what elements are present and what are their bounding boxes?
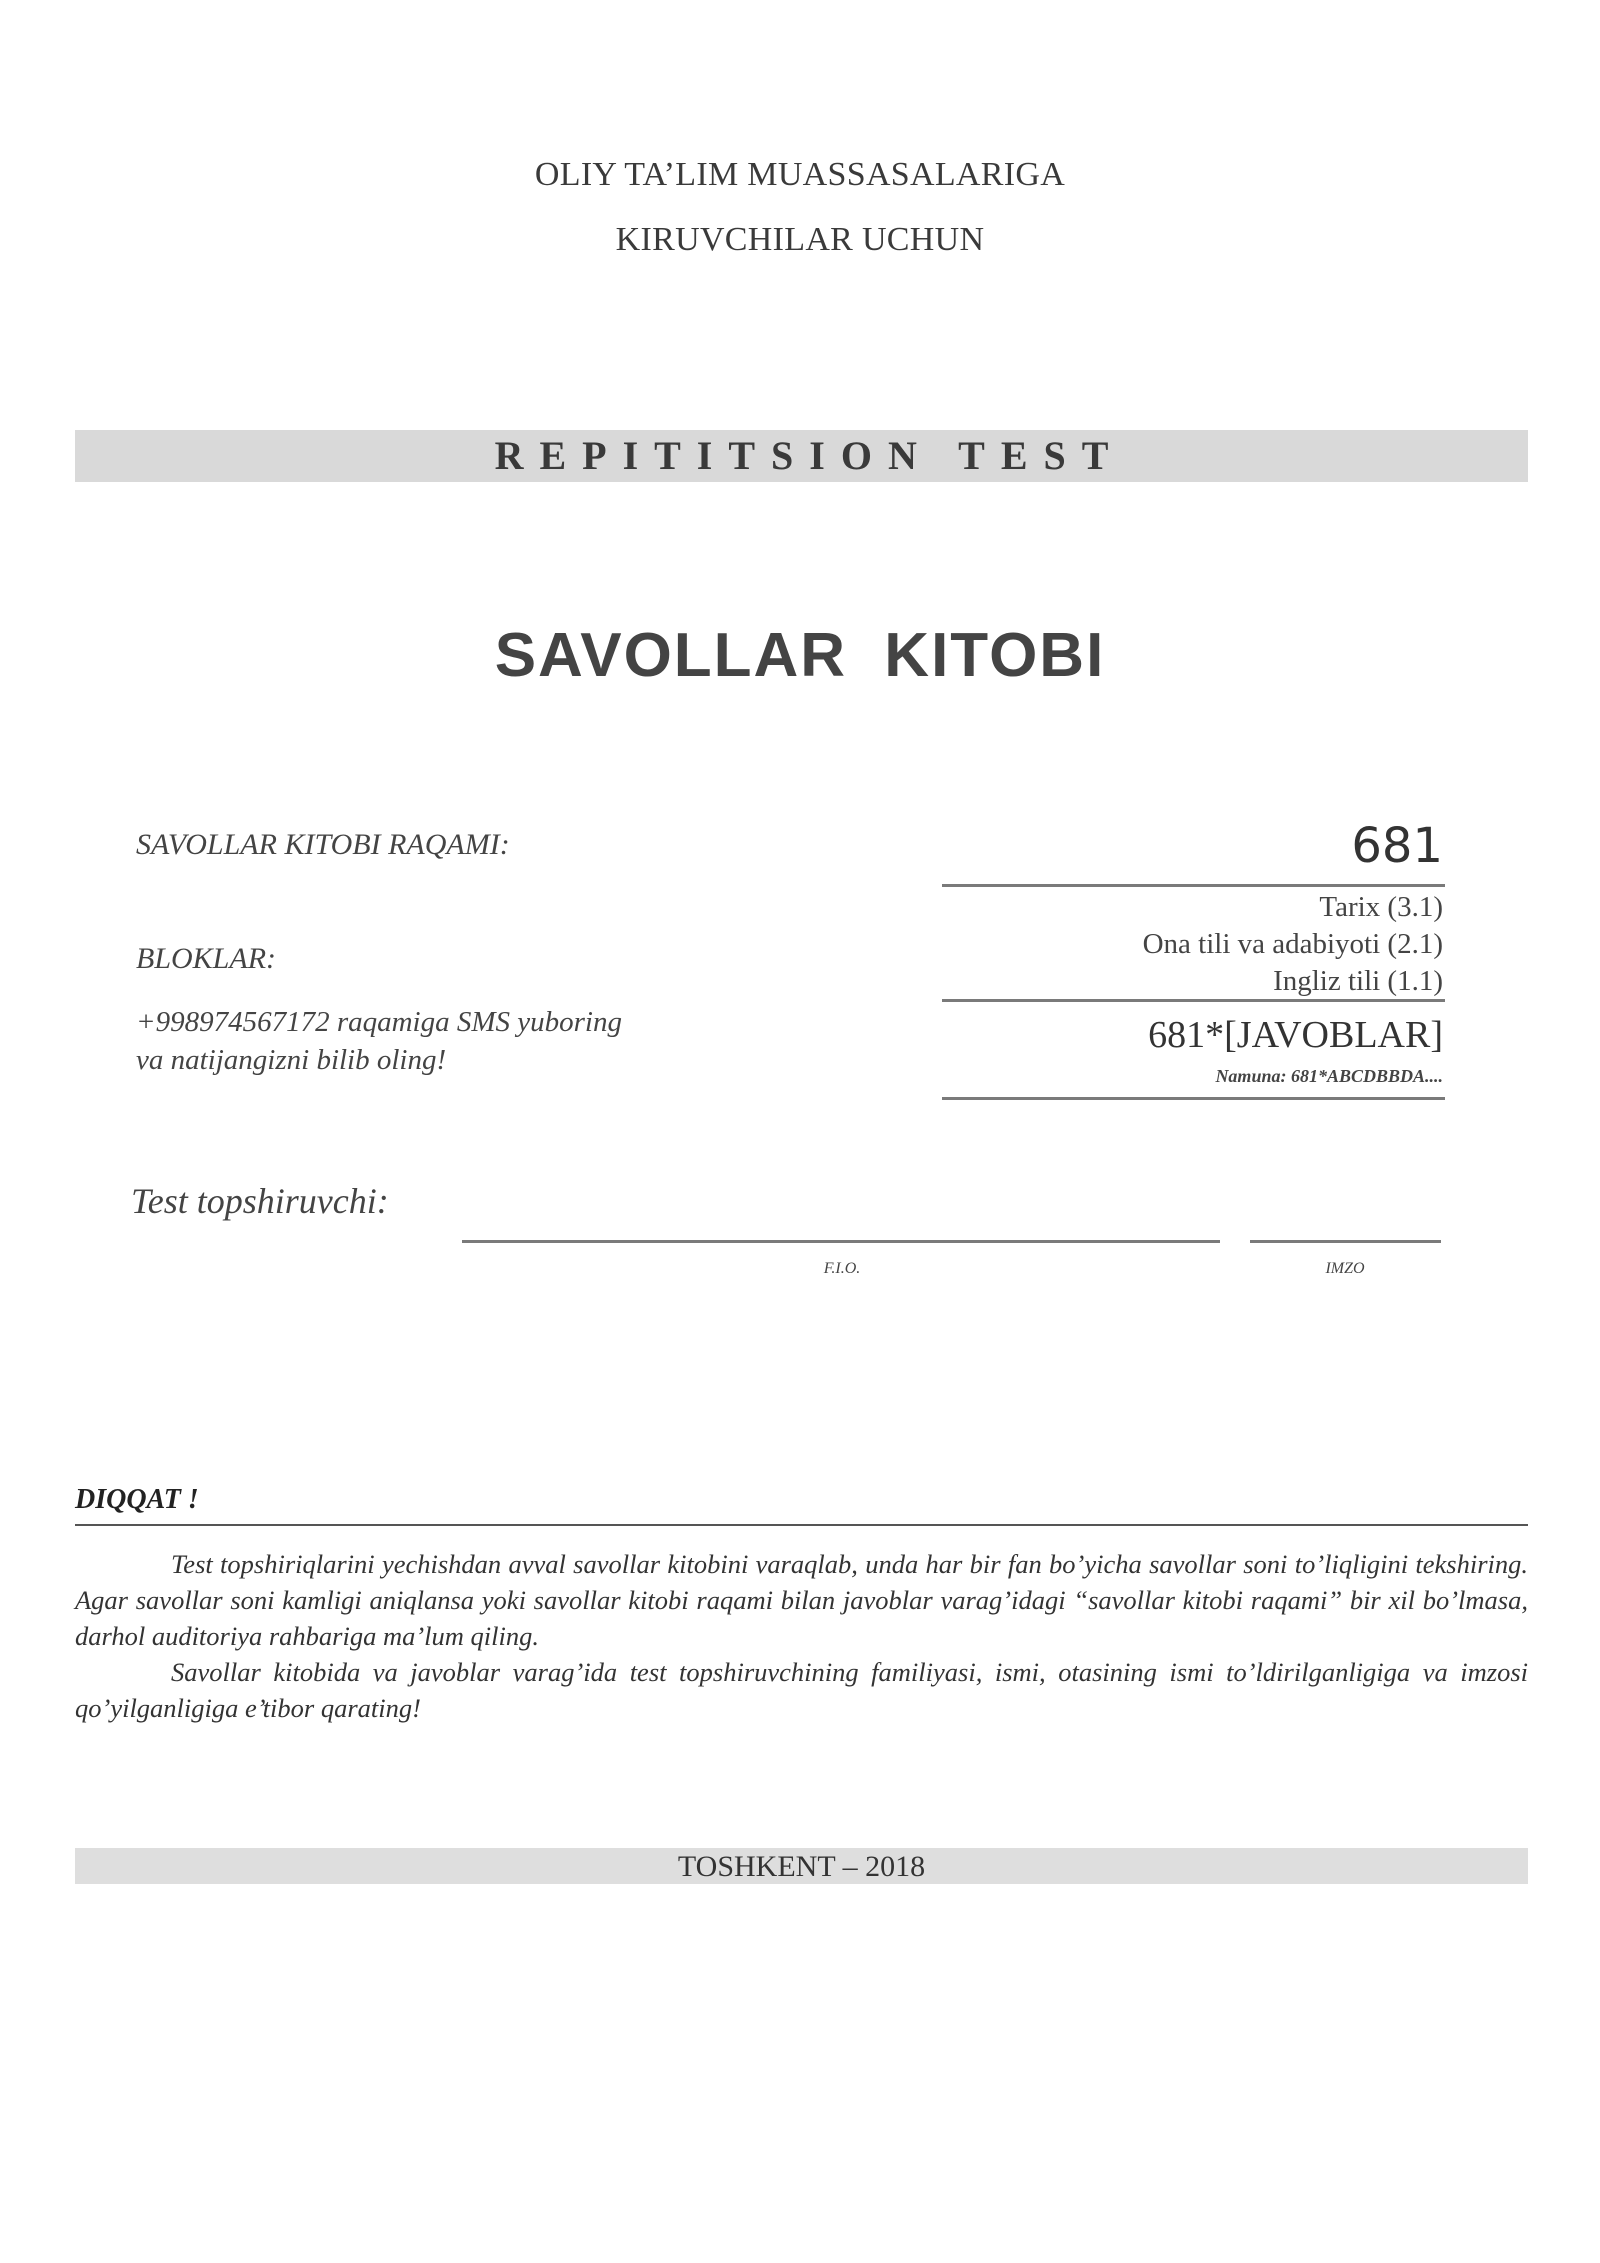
block-item: Ona tili va adabiyoti (2.1) bbox=[1142, 928, 1443, 960]
notice-paragraph: Test topshiriqlarini yechishdan avval savollar kitobini varaqlab, unda har bir fan bo’yicha savollar soni to’liqligini tekshiring. Agar savollar soni kamligi aniqlansa yoki savollar kitobi raqami bilan javoblar varag’idagi “savollar kitobi raqami” bir xil bo’lmasa, darhol auditoriya rahbariga ma’lum qiling. bbox=[75, 1549, 1528, 1651]
sms-sample: Namuna: 681*ABCDBBDA.... bbox=[1215, 1066, 1443, 1086]
fio-line bbox=[462, 1240, 1220, 1243]
sms-instruction-line-2: va natijangizni bilib oling! bbox=[136, 1044, 447, 1076]
block-item: Ingliz tili (1.1) bbox=[1273, 965, 1443, 997]
booklet-number-label: SAVOLLAR KITOBI RAQAMI: bbox=[136, 828, 510, 861]
footer-band bbox=[75, 1848, 1528, 1884]
notice-paragraph: Savollar kitobida va javoblar varag’ida test topshiruvchining familiyasi, ismi, otasining ismi to’ldirilganligiga va imzosi qo’yilganligiga e’tibor qarating! bbox=[75, 1657, 1528, 1723]
sms-instruction bbox=[136, 1003, 622, 1079]
page-title: SAVOLLAR KITOBI bbox=[494, 621, 1106, 690]
sms-code: 681*[JAVOBLAR] bbox=[1148, 1014, 1443, 1056]
fio-caption: F.I.O. bbox=[823, 1260, 861, 1277]
booklet-number-rule bbox=[942, 884, 1445, 887]
notice-rule bbox=[75, 1524, 1528, 1526]
blocks-list bbox=[1143, 889, 1443, 1000]
booklet-number-value: 681 bbox=[1351, 818, 1443, 874]
blocks-label: BLOKLAR: bbox=[136, 942, 277, 975]
sms-rule bbox=[942, 1097, 1445, 1100]
imzo-line bbox=[1250, 1240, 1441, 1243]
block-item: Tarix (3.1) bbox=[1319, 891, 1443, 923]
footer-text: TOSHKENT – 2018 bbox=[677, 1850, 926, 1883]
test-type-band bbox=[75, 430, 1528, 482]
signature-label: Test topshiruvchi: bbox=[131, 1181, 389, 1221]
notice-title: DIQQAT ! bbox=[75, 1484, 199, 1515]
blocks-rule bbox=[942, 999, 1445, 1002]
header-line-2: KIRUVCHILAR UCHUN bbox=[615, 221, 985, 258]
notice-body bbox=[75, 1546, 1528, 1726]
test-type-title: REPITITSION TEST bbox=[494, 433, 1125, 478]
imzo-caption: IMZO bbox=[1325, 1260, 1365, 1277]
header-line-1: OLIY TA’LIM MUASSASALARIGA bbox=[534, 156, 1066, 193]
sms-instruction-line-1: +998974567172 raqamiga SMS yuboring bbox=[136, 1006, 622, 1038]
